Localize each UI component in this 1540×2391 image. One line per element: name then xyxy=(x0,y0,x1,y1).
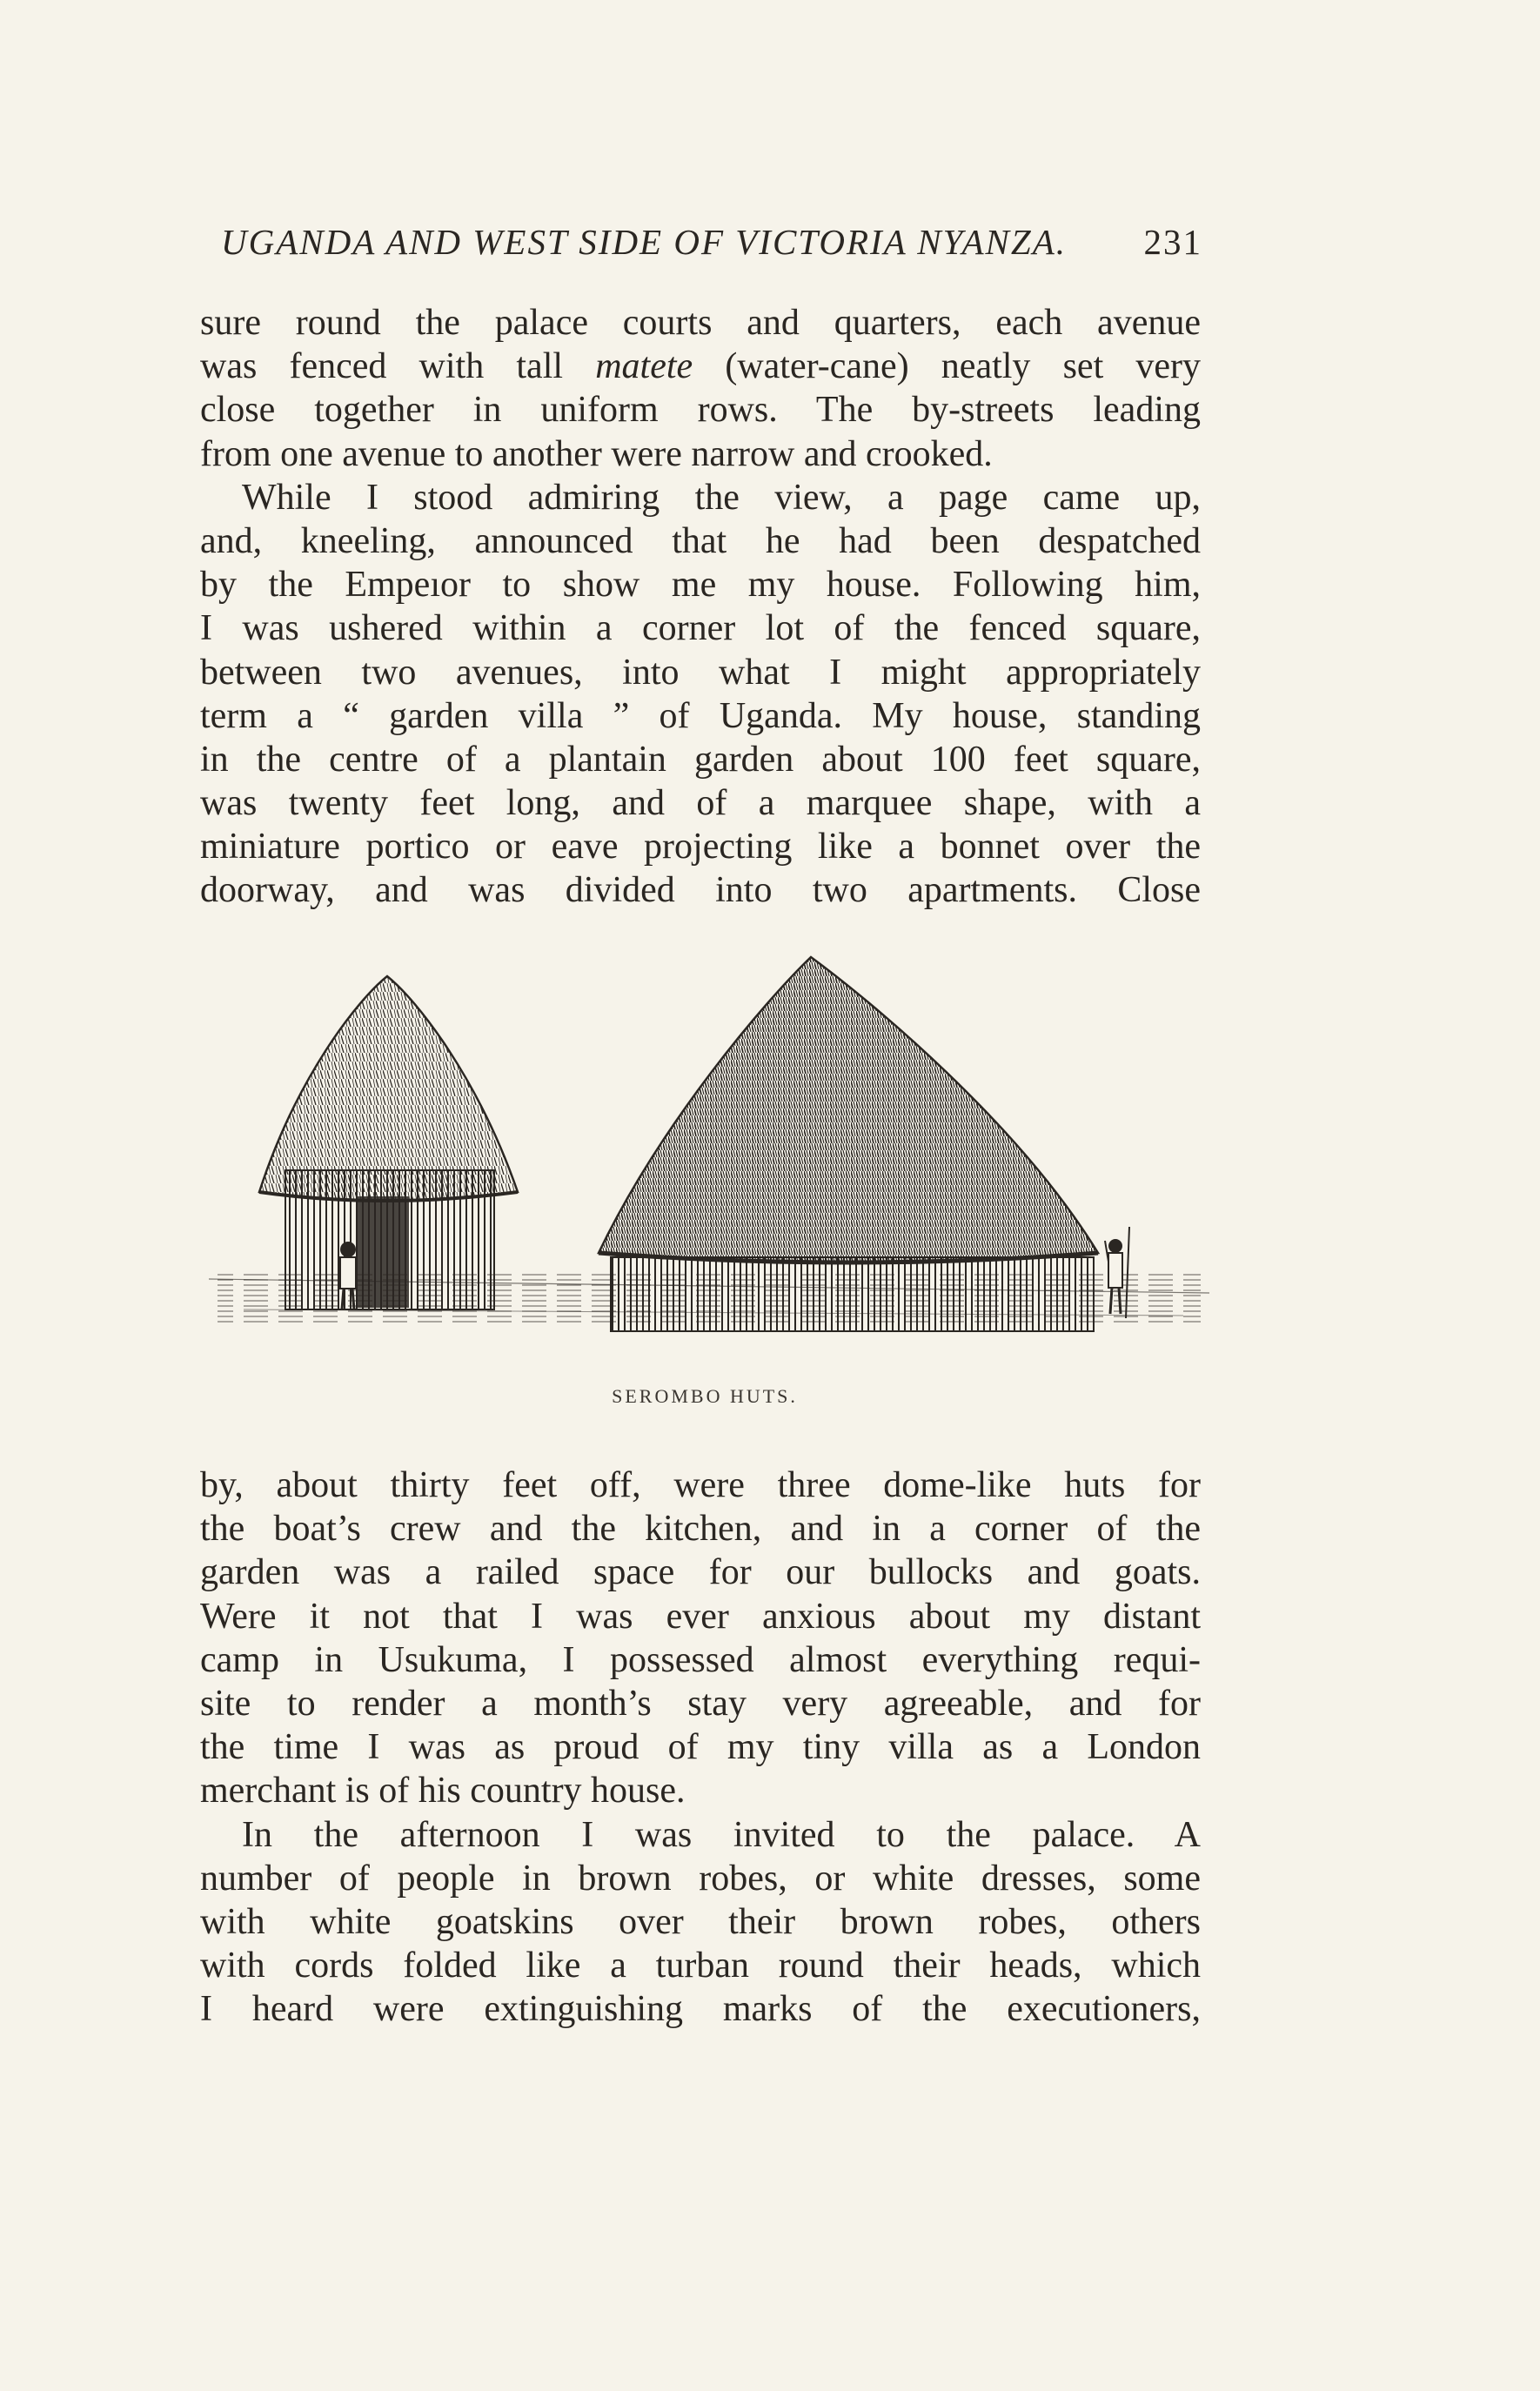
text-line: the time I was as proud of my tiny villa as a London xyxy=(200,1727,1201,1768)
text-line: and, kneeling, announced that he had been despatched xyxy=(200,520,1201,561)
text-line: with white goatskins over their brown robes, others xyxy=(200,1901,1201,1942)
text-line: term a “ garden villa ” of Uganda. My house, standing xyxy=(200,695,1201,736)
illustration-serombo-huts xyxy=(209,948,1209,1383)
text-line: by, about thirty feet off, were three dome-like huts for xyxy=(200,1465,1201,1505)
text-block-top xyxy=(200,301,1201,913)
text-line: from one avenue to another were narrow and crooked. xyxy=(200,433,993,474)
text-line: I heard were extinguishing marks of the executioners, xyxy=(200,1989,1201,2030)
figure-caption: SEROMBO HUTS. xyxy=(612,1385,798,1407)
text-line: doorway, and was divided into two apartments. Close xyxy=(200,870,1201,911)
text-line: by the Empeıor to show me my house. Following him, xyxy=(200,565,1201,606)
text-line: In the afternoon I was invited to the palace. A xyxy=(242,1814,1201,1855)
page-number: 231 xyxy=(1143,222,1202,262)
text-line: garden was a railed space for our bullocks and goats. xyxy=(200,1552,1201,1593)
text-line: the boat’s crew and the kitchen, and in a corner of the xyxy=(200,1509,1201,1550)
text-line: was twenty feet long, and of a marquee shape, with a xyxy=(200,783,1201,824)
text-line: with cords folded like a turban round their heads, which xyxy=(200,1946,1201,1986)
running-title: UGANDA AND WEST SIDE OF VICTORIA NYANZA. xyxy=(221,222,1067,262)
text-block-bottom xyxy=(200,1463,1201,2031)
small-hut xyxy=(259,976,518,1309)
text-line: While I stood admiring the view, a page came up, xyxy=(242,477,1201,518)
text-line: Were it not that I was ever anxious about my distant xyxy=(200,1596,1201,1637)
text-line: sure round the palace courts and quarters, each avenue xyxy=(200,303,1201,343)
text-line: number of people in brown robes, or white dresses, some xyxy=(200,1858,1201,1899)
text-line: site to render a month’s stay very agreeable, and for xyxy=(200,1683,1201,1724)
huts-engraving xyxy=(209,948,1209,1383)
text-line: merchant is of his country house. xyxy=(200,1771,686,1812)
italic-word: matete xyxy=(595,346,693,387)
text-fragment: was fenced with tall xyxy=(200,346,564,387)
text-line: camp in Usukuma, I possessed almost everything requi- xyxy=(200,1639,1201,1680)
text-line xyxy=(200,345,1201,388)
text-line: miniature portico or eave projecting like a bonnet over the xyxy=(200,827,1201,867)
text-line: close together in uniform rows. The by-streets leading xyxy=(200,390,1201,431)
text-line: between two avenues, into what I might appropriately xyxy=(200,652,1201,693)
text-line: I was ushered within a corner lot of the fenced square, xyxy=(200,608,1201,649)
large-hut xyxy=(599,957,1098,1331)
text-fragment: (water-cane) neatly set very xyxy=(725,346,1202,387)
text-line: in the centre of a plantain garden about 100 feet square, xyxy=(200,739,1201,780)
running-head xyxy=(202,221,1202,273)
